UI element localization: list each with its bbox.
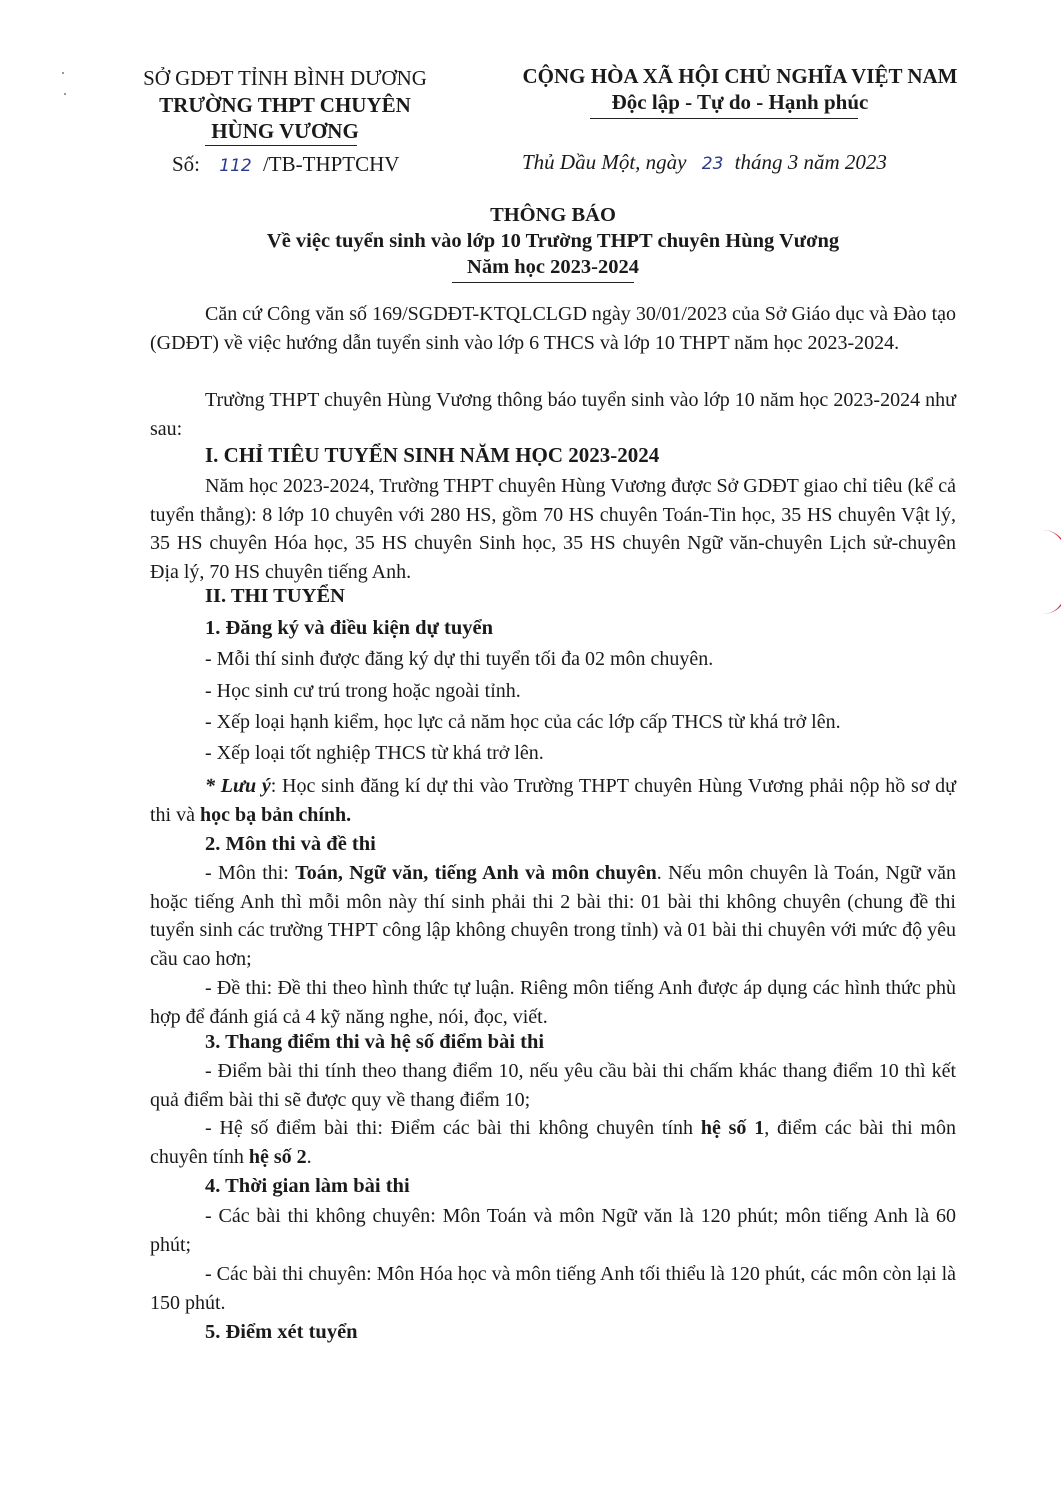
motto: Độc lập - Tự do - Hạnh phúc — [611, 90, 869, 114]
subjects-prefix: - Môn thi: — [205, 862, 296, 884]
date-day-handwritten: 23 — [701, 154, 724, 174]
intro-paragraph-1: Căn cứ Công văn số 169/SGDĐT-KTQLCLGD ngày 30/01/2023 của Sở Giáo dục và Đào tạo (GDĐT) về việc hướng dẫn tuyển sinh vào lớp 6 THCS và lớp 10 THPT năm học 2023-2024. — [150, 303, 956, 354]
subsection-5-heading: 5. Điểm xét tuyển — [205, 1321, 358, 1343]
condition-item: - Xếp loại tốt nghiệp THCS từ khá trở lên. — [205, 742, 544, 764]
intro-paragraph-2: Trường THPT chuyên Hùng Vương thông báo tuyển sinh vào lớp 10 năm học 2023-2024 như sau: — [150, 389, 956, 440]
subsection-3-heading: 3. Thang điểm thi và hệ số điểm bài thi — [205, 1031, 545, 1053]
section-1-body: Năm học 2023-2024, Trường THPT chuyên Hùng Vương được Sở GDĐT giao chỉ tiêu (kể cả tuyển thẳng): 8 lớp 10 chuyên với 280 HS, gồm 70 HS chuyên Toán-Tin học, 35 HS chuyên Vật lý, 35 HS chuyên Hóa học, 35 HS chuyên Sinh học, 35 HS chuyên Ngữ văn-chuyên Lịch sử-chuyên Địa lý, 70 HS chuyên tiếng Anh. — [150, 475, 956, 583]
motto-underline — [590, 118, 858, 119]
note-label: * Lưu ý — [205, 775, 271, 797]
notice-subtitle: Về việc tuyển sinh vào lớp 10 Trường THPT chuyên Hùng Vương — [266, 230, 840, 252]
condition-item: - Xếp loại hạnh kiểm, học lực cả năm học của các lớp cấp THCS từ khá trở lên. — [205, 711, 841, 733]
coef-bold-2: hệ số 2 — [248, 1145, 307, 1168]
subjects-bold: Toán, Ngữ văn, tiếng Anh và môn chuyên — [295, 862, 657, 884]
subsection-1-heading: 1. Đăng ký và điều kiện dự tuyển — [205, 617, 493, 639]
year-underline — [452, 282, 634, 283]
coefficient-paragraph — [150, 1114, 956, 1171]
coef-end: . — [306, 1145, 312, 1168]
note-bold: học bạ bản chính. — [200, 803, 352, 826]
condition-item: - Học sinh cư trú trong hoặc ngoài tỉnh. — [205, 680, 521, 702]
scan-speck — [64, 93, 66, 95]
school-name-line2: HÙNG VƯƠNG — [211, 119, 359, 143]
school-underline — [205, 145, 357, 146]
coef-bold-1: hệ số 1 — [700, 1117, 765, 1139]
number-handwritten: 112 — [219, 156, 252, 176]
coef-prefix: - Hệ số điểm bài thi: Điểm các bài thi không chuyên tính — [205, 1117, 701, 1139]
red-stamp-edge — [1043, 530, 1061, 614]
note-text: : Học sinh đăng kí dự thi vào Trường THPT chuyên Hùng Vương phải nộp hồ sơ dự thi và — [150, 775, 956, 826]
scan-speck — [62, 72, 64, 74]
country-name: CỘNG HÒA XÃ HỘI CHỦ NGHĨA VIỆT NAM — [522, 64, 958, 88]
school-name-line1: TRƯỜNG THPT CHUYÊN — [159, 93, 411, 117]
department-name: SỞ GDĐT TỈNH BÌNH DƯƠNG — [143, 66, 427, 90]
subjects-rest: . Nếu môn chuyên là Toán, Ngữ văn hoặc tiếng Anh thì mỗi môn này thí sinh phải thi 2 bài thi: 01 bài thi không chuyên (chung đề thi tuyển sinh các trường THPT công lập không chuyên trong tỉnh) và 01 bài thi chuyên với mức độ yêu cầu cao hơn; — [150, 862, 956, 970]
document-number — [172, 152, 399, 177]
subjects-paragraph — [150, 859, 956, 973]
date-line — [522, 150, 887, 175]
specialized-exam-time-paragraph: - Các bài thi chuyên: Môn Hóa học và môn tiếng Anh tối thiểu là 120 phút, các môn còn lại là 150 phút. — [150, 1263, 956, 1314]
notice-year: Năm học 2023-2024 — [467, 256, 639, 278]
section-2-heading: II. THI TUYỂN — [205, 585, 345, 607]
date-suffix: tháng 3 năm 2023 — [734, 150, 887, 174]
subsection-2-heading: 2. Môn thi và đề thi — [205, 833, 376, 855]
condition-item: - Mỗi thí sinh được đăng ký dự thi tuyển tối đa 02 môn chuyên. — [205, 648, 714, 670]
note-paragraph — [150, 772, 956, 829]
general-exam-time-paragraph: - Các bài thi không chuyên: Môn Toán và môn Ngữ văn là 120 phút; môn tiếng Anh là 60 phút; — [150, 1205, 956, 1256]
coef-mid: , điểm các bài thi môn chuyên tính — [150, 1117, 956, 1168]
notice-title: THÔNG BÁO — [490, 204, 616, 226]
date-prefix: Thủ Dầu Một, ngày — [522, 150, 687, 174]
exam-format-paragraph: - Đề thi: Đề thi theo hình thức tự luận. Riêng môn tiếng Anh được áp dụng các hình thức phù hợp để đánh giá cả 4 kỹ năng nghe, nói, đọc, viết. — [150, 977, 956, 1028]
number-label: Số: — [172, 152, 201, 176]
section-1-heading: I. CHỈ TIÊU TUYỂN SINH NĂM HỌC 2023-2024 — [205, 443, 660, 467]
score-scale-paragraph: - Điểm bài thi tính theo thang điểm 10, nếu yêu cầu bài thi chấm khác thang điểm 10 thì kết quả điểm bài thi sẽ được quy về thang điểm 10; — [150, 1060, 956, 1111]
subsection-4-heading: 4. Thời gian làm bài thi — [205, 1175, 410, 1197]
number-suffix: /TB-THPTCHV — [262, 152, 400, 176]
